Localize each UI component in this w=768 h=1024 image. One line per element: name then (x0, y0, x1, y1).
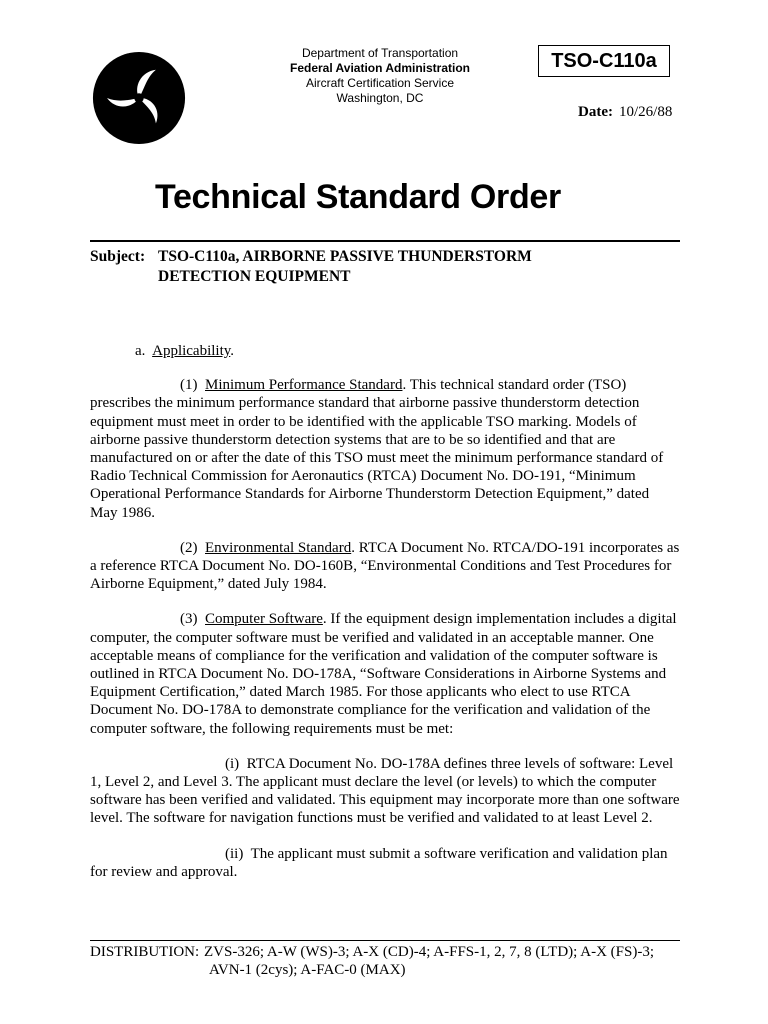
subject-line-2: DETECTION EQUIPMENT (158, 268, 351, 285)
distribution-block (90, 943, 654, 979)
paragraph-3-i (90, 755, 680, 828)
date-label: Date: (578, 104, 613, 120)
paragraph-2-text: . RTCA Document No. RTCA/DO-191 incorporates as a reference RTCA Document No. DO-160B, “Environmental Conditions and Test Procedures for Airborne Equipment,” dated July 1984. (90, 539, 680, 593)
paragraph-3-i-text: RTCA Document No. DO-178A defines three levels of software: Level 1, Level 2, and Level 3. The applicant must declare the level (or levels) to which the computer software has been verified and validated. This equipment may incorporate more than one software level. The software for navigation functions must be verified and validated to at least Level 2. (90, 755, 680, 827)
document-number-box: TSO-C110a (538, 45, 670, 77)
paragraph-2-number: (2) (180, 539, 198, 556)
agency-name: Federal Aviation Administration (289, 61, 471, 75)
distribution-divider (90, 940, 680, 941)
subject-line-1: TSO-C110a, AIRBORNE PASSIVE THUNDERSTORM (158, 248, 532, 265)
paragraph-3-number: (3) (180, 611, 198, 628)
agency-department: Department of Transportation (301, 46, 459, 60)
document-date (578, 104, 672, 121)
paragraph-3-i-number: (i) (225, 755, 240, 772)
agency-service: Aircraft Certification Service (305, 76, 455, 90)
page-title: Technical Standard Order (155, 178, 561, 216)
subject-label: Subject: (90, 248, 146, 265)
paragraph-3 (90, 610, 680, 737)
subject-block (90, 247, 532, 287)
distribution-line-2: AVN-1 (2cys); A-FAC-0 (MAX) (209, 962, 406, 978)
paragraph-1 (90, 376, 680, 522)
section-a-title: Applicability (152, 343, 231, 359)
paragraph-1-heading: Minimum Performance Standard (205, 377, 403, 394)
document-body (90, 342, 680, 898)
paragraph-3-text: . If the equipment design implementation includes a digital computer, the computer software must be verified and validated in an acceptable manner. One acceptable means of compliance for the verification and validation of the computer software is outlined in RTCA Document No. DO-178A, “Software Considerations in Airborne Systems and Equipment Certification,” dated March 1985. For those applicants who elect to use RTCA Document No. DO-178A to demonstrate compliance for the verification and validation of the computer software, the following requirements must be met: (90, 611, 677, 737)
section-a-period: . (230, 343, 235, 359)
distribution-label: DISTRIBUTION: (90, 944, 200, 960)
dot-triskelion-logo-icon (92, 51, 186, 145)
date-value: 10/26/88 (618, 104, 673, 120)
paragraph-2 (90, 539, 680, 594)
paragraph-1-number: (1) (180, 377, 198, 394)
paragraph-2-heading: Environmental Standard (205, 539, 352, 556)
title-divider (90, 240, 680, 242)
agency-header (270, 46, 490, 106)
paragraph-3-ii-text: The applicant must submit a software verification and validation plan for review and approval. (90, 845, 668, 880)
paragraph-3-heading: Computer Software (205, 611, 323, 628)
distribution-line-1: ZVS-326; A-W (WS)-3; A-X (CD)-4; A-FFS-1, 2, 7, 8 (LTD); A-X (FS)-3; (204, 944, 654, 960)
paragraph-1-text: . This technical standard order (TSO) prescribes the minimum performance standard that airborne passive thunderstorm detection equipment must meet in order to be identified with the applicable TSO marking. Models of airborne passive thunderstorm detection systems that are to be so identified and that are manufactured on or after the date of this TSO must meet the minimum performance standard of Radio Technical Commission for Aeronautics (RTCA) Document No. DO-191, “Minimum Operational Performance Standards for Airborne Thunderstorm Detection Equipment,” dated May 1986. (90, 377, 664, 521)
section-a-heading (90, 342, 680, 360)
paragraph-3-ii (90, 845, 680, 881)
paragraph-3-ii-number: (ii) (225, 845, 244, 862)
agency-location: Washington, DC (336, 91, 424, 105)
section-a-marker: a. (135, 343, 146, 359)
